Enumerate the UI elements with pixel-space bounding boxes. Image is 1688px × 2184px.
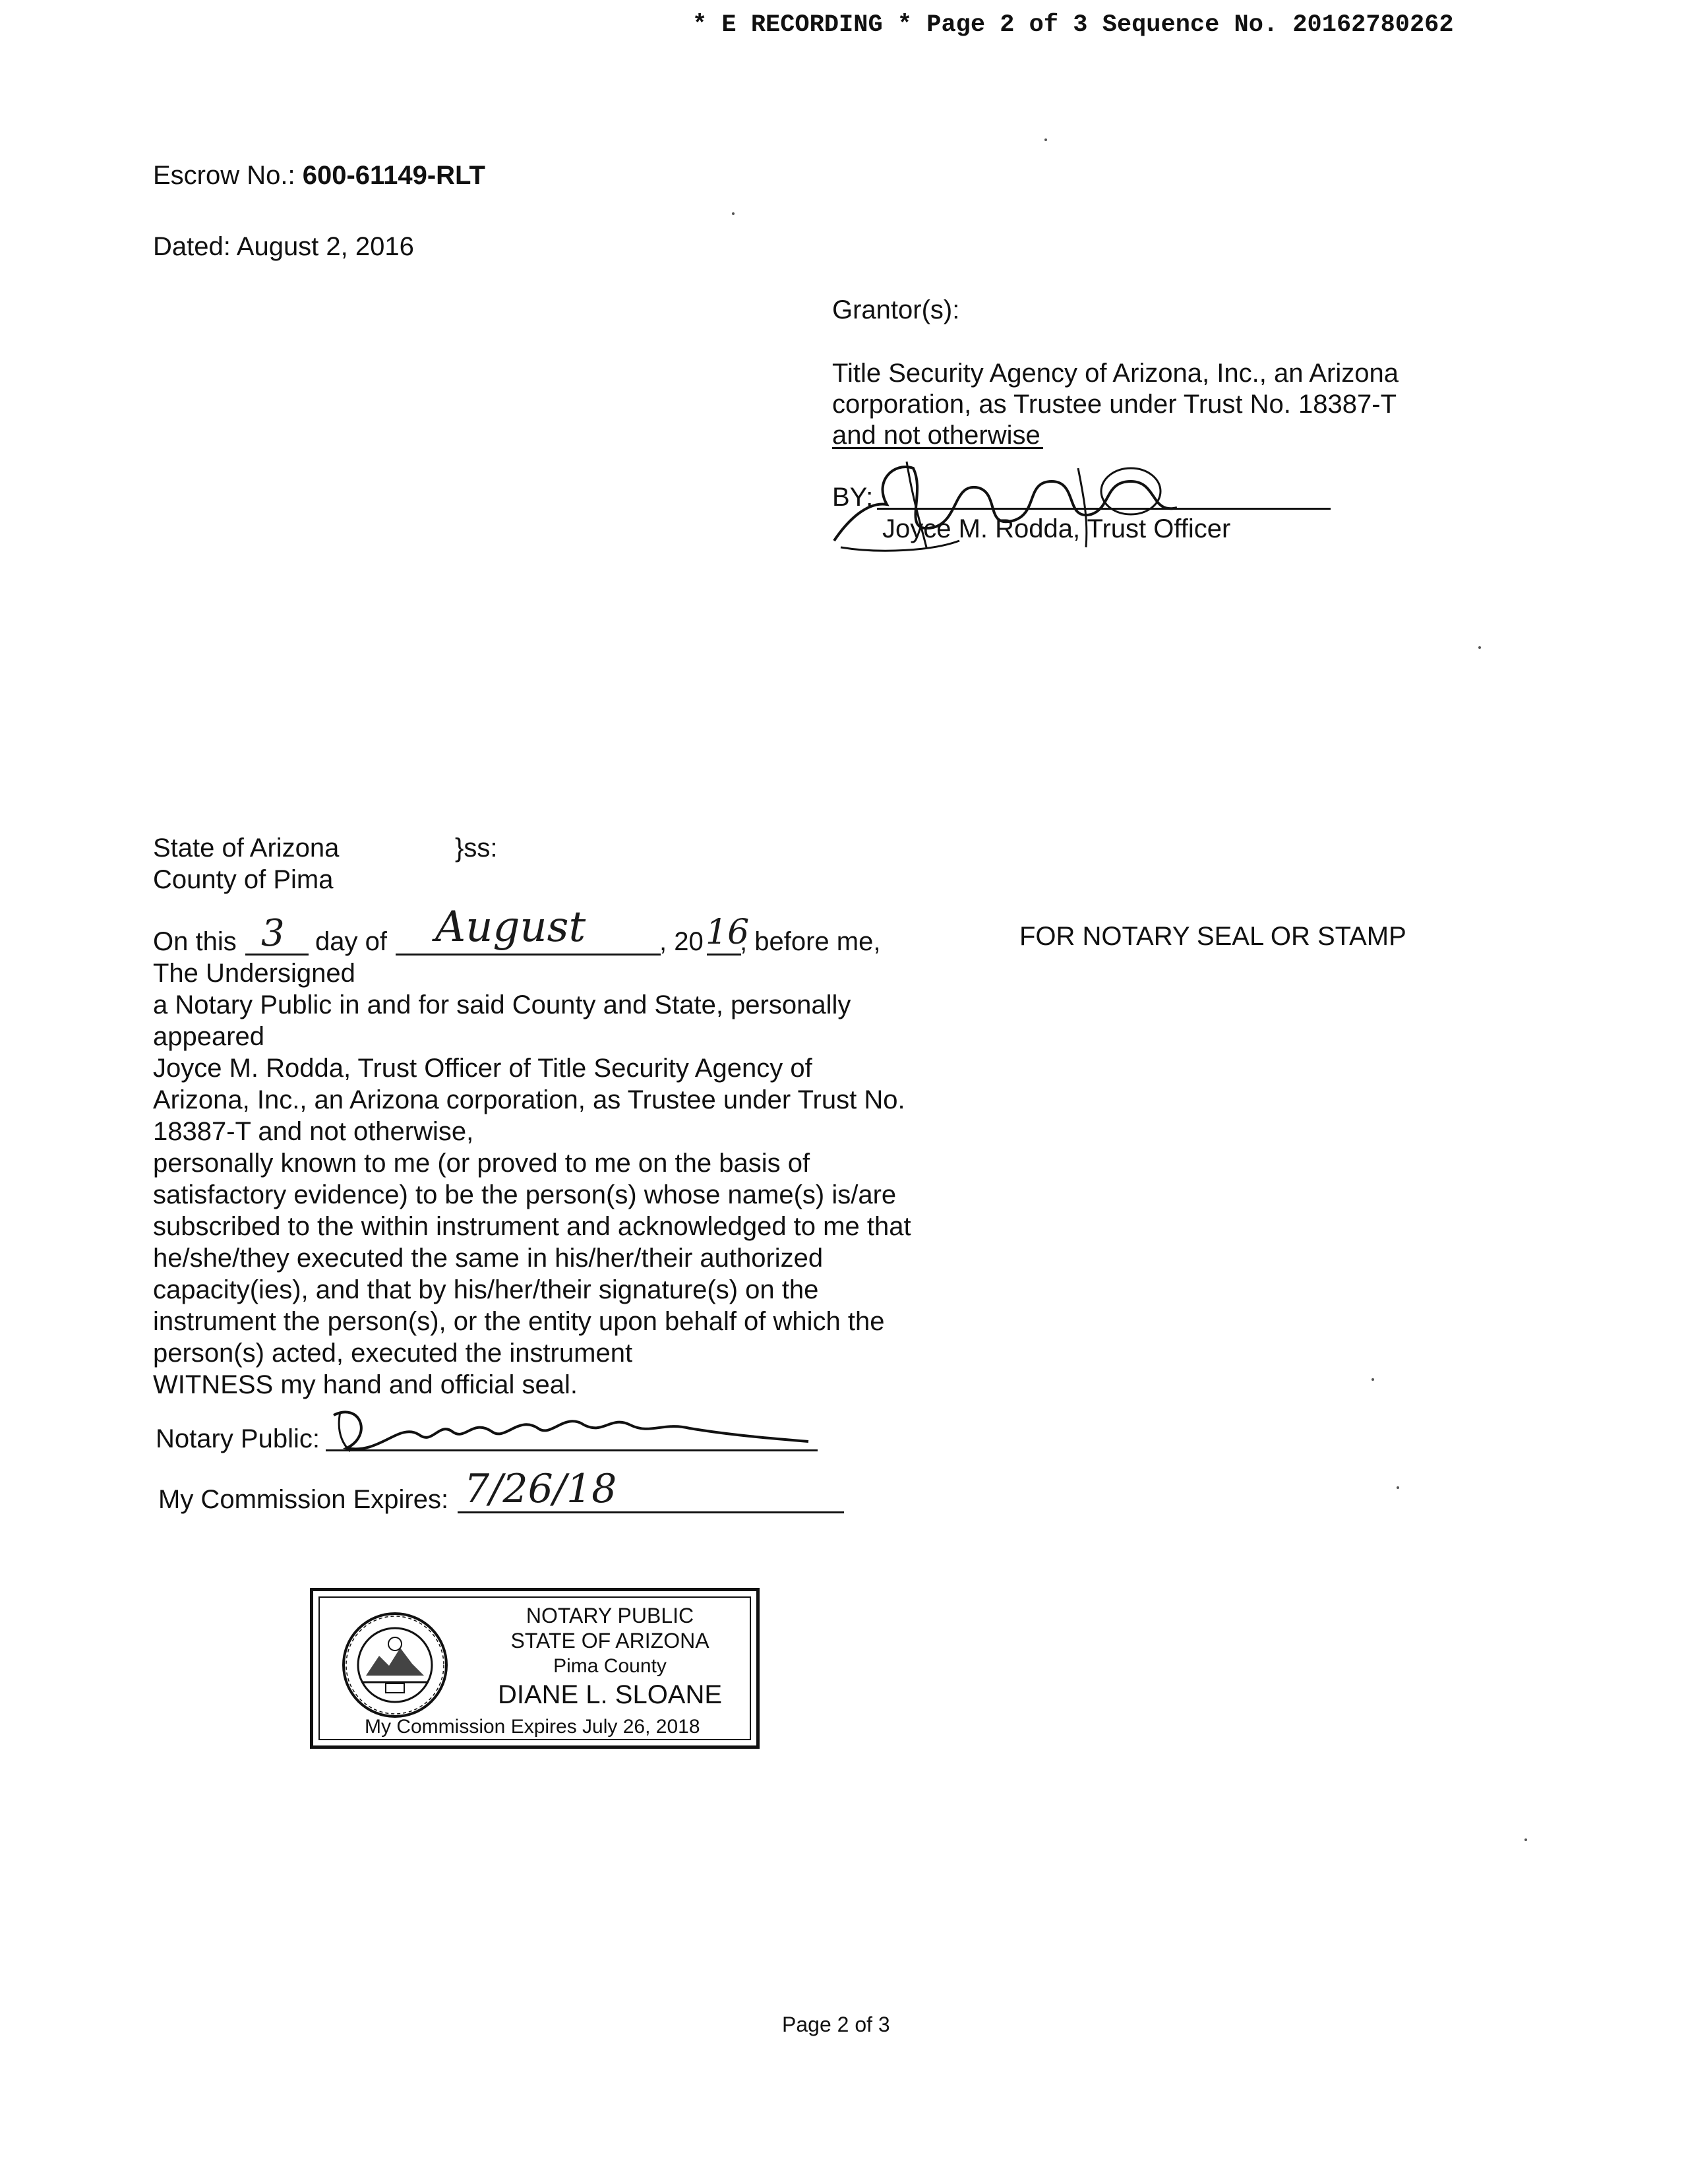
stamp-notary-name: DIANE L. SLOANE (497, 1680, 723, 1709)
on-this-label: On this (153, 927, 237, 956)
year-blank (707, 954, 741, 956)
grantor-line-2: corporation, as Trustee under Trust No. 18387-T (832, 390, 1397, 419)
ack-line: capacity(ies), and that by his/her/their signature(s) on the (153, 1275, 819, 1304)
ack-line: instrument the person(s), or the entity upon behalf of which the (153, 1307, 885, 1336)
ack-witness-line: WITNESS my hand and official seal. (153, 1370, 578, 1399)
grantor-line-3: and not otherwise (832, 421, 1040, 450)
recording-header: * E RECORDING * Page 2 of 3 Sequence No. 20162780262 (692, 11, 1454, 39)
scan-speck (732, 212, 735, 215)
stamp-expires: My Commission Expires July 26, 2018 (365, 1716, 700, 1738)
scan-speck (1478, 646, 1481, 649)
commission-value: 7/26/18 (464, 1466, 617, 1512)
venue-ss: }ss: (455, 834, 498, 863)
page-number: Page 2 of 3 (782, 2013, 890, 2036)
escrow-label: Escrow No.: (153, 161, 295, 190)
grantor-line-1: Title Security Agency of Arizona, Inc., an Arizona (832, 359, 1399, 388)
ack-line: The Undersigned (153, 959, 355, 988)
month-value: August (435, 903, 586, 952)
grantor-signer: Joyce M. Rodda, Trust Officer (882, 514, 1231, 543)
ack-line: personally known to me (or proved to me on the basis of (153, 1149, 810, 1178)
year-value: 16 (706, 913, 750, 952)
escrow-line (153, 160, 485, 191)
dated-line (153, 231, 414, 262)
month-blank (396, 954, 661, 956)
ack-line: a Notary Public in and for said County and State, personally (153, 990, 851, 1019)
escrow-number: 600-61149-RLT (302, 161, 485, 190)
notary-seal-placeholder: FOR NOTARY SEAL OR STAMP (1019, 922, 1406, 951)
ack-line: 18387-T and not otherwise, (153, 1117, 474, 1146)
stamp-notary-public: NOTARY PUBLIC (526, 1604, 694, 1627)
notary-signature (320, 1395, 822, 1461)
stamp-county: Pima County (553, 1655, 667, 1677)
stamp-state: STATE OF ARIZONA (510, 1629, 709, 1653)
grantor-heading: Grantor(s): (832, 295, 960, 324)
scan-speck (1397, 1486, 1399, 1489)
ack-line: he/she/they executed the same in his/her/their authorized (153, 1244, 824, 1273)
notary-stamp (310, 1588, 760, 1749)
scan-speck (1524, 1838, 1527, 1841)
arizona-seal-icon (340, 1610, 450, 1720)
acknowledgment-body (153, 957, 911, 1401)
day-of-label: day of (315, 927, 387, 956)
commission-label: My Commission Expires: (158, 1485, 449, 1514)
ack-line: Joyce M. Rodda, Trust Officer of Title Security Agency of (153, 1054, 812, 1083)
scan-speck (1372, 1378, 1374, 1381)
ack-line: subscribed to the within instrument and acknowledged to me that (153, 1212, 911, 1241)
day-value: 3 (261, 912, 285, 955)
ack-line: satisfactory evidence) to be the person(s) whose name(s) is/are (153, 1180, 897, 1209)
ack-line: appeared (153, 1022, 265, 1051)
by-label: BY: (832, 483, 874, 512)
before-me-label: , before me, (740, 927, 881, 956)
scan-speck (1044, 138, 1047, 141)
year-prefix: , 20 (659, 927, 704, 956)
notary-public-label: Notary Public: (156, 1424, 320, 1453)
venue-county: County of Pima (153, 865, 334, 894)
ack-line: person(s) acted, executed the instrument (153, 1339, 633, 1368)
venue-state: State of Arizona (153, 834, 340, 863)
dated-label: Dated: (153, 232, 231, 261)
dated-value: August 2, 2016 (236, 232, 414, 261)
ack-line: Arizona, Inc., an Arizona corporation, as Trustee under Trust No. (153, 1085, 905, 1114)
